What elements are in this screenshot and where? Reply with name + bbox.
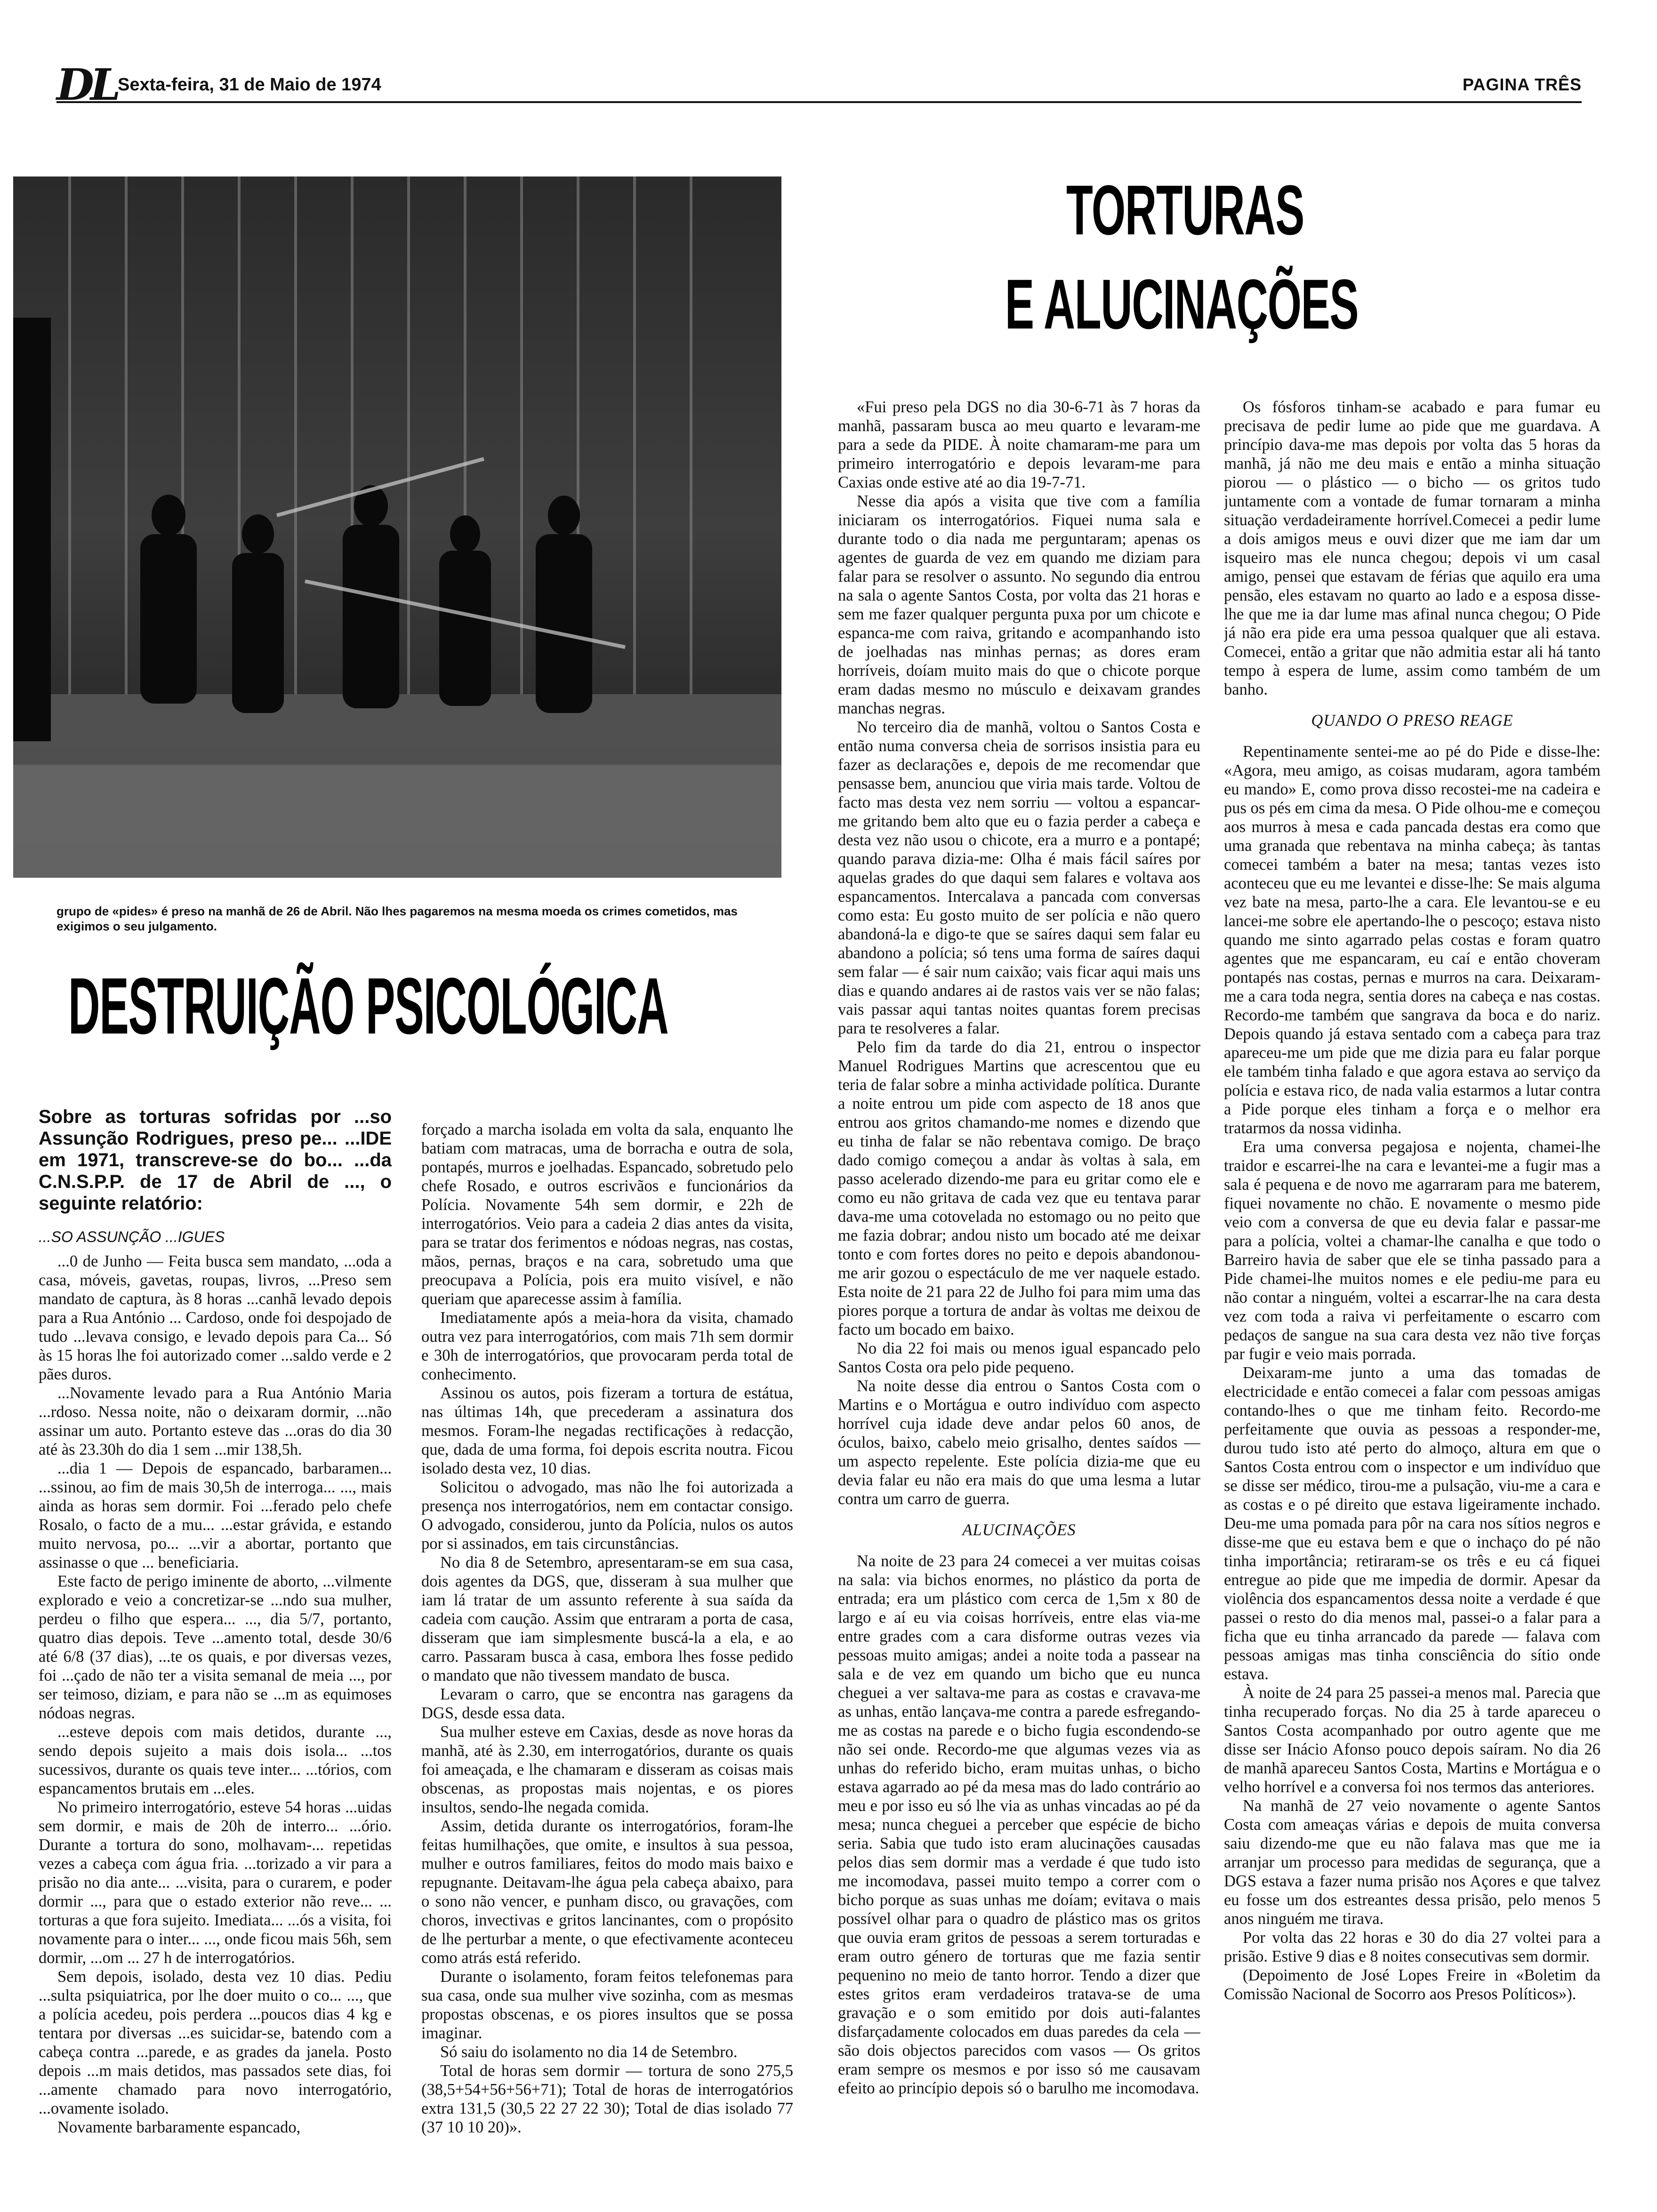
news-photo xyxy=(13,176,781,878)
headline-torturas-line2: E ALUCINAÇÕES xyxy=(1005,264,1359,344)
paragraph: À noite de 24 para 25 passei-a menos mal. Parecia que tinha recuperado forças. No dia 25 à tarde apareceu o Santos Costa acompanhado por outro agente que me disse ser Inácio Afonso pouco depois saíram. No dia 26 de manhã apareceu Santos Costa, Martins e Mortágua e o velho horrível e a conversa foi nos termos das anteriores. xyxy=(1224,1684,1601,1796)
paragraph: ...0 de Junho — Feita busca sem mandato, ...oda a casa, móveis, gavetas, roupas, livros, ...Preso sem mandato de captura, às 8 horas ...canhã levado depois para a Rua António ... Cardoso, onde foi despojado de tudo ...levava consigo, e levado depois para Ca... Só às 15 horas lhe foi autorizado comer ...saldo verde e 2 pães duros. xyxy=(39,1252,392,1383)
paragraph: No dia 22 foi mais ou menos igual espancado pelo Santos Costa ora pelo pide pequeno. xyxy=(838,1339,1200,1376)
article-intro: Sobre as torturas sofridas por ...so Assunção Rodrigues, preso pe... ...IDE em 1971, transcreve-se do bo... ...da C.N.S.P.P. de 17 de Abril de ..., o seguinte relatório: xyxy=(39,1106,392,1214)
paragraph: Era uma conversa pegajosa e nojenta, chamei-lhe traidor e escarrei-lhe na cara e levantei-me a fugir mas a sala é pequena e de novo me agarraram para me baterem, fiquei novamente no chão. E novamente o mesmo pide veio com a conversa de que eu devia falar e passar-me para a polícia, voltei a chamar-lhe canalha e que todo o Barreiro havia de saber que ele se tinha passado para a Pide chamei-lhe muitos nomes e ele pediu-me para eu não contar a ninguém, voltei a escarrar-lhe na cara desta vez com toda a raiva vi perfeitamente o escarro com pedaços de sangue na sua cara desta vez não tive forças par fugir e veio mais porrada. xyxy=(1224,1138,1601,1363)
paragraph: Na manhã de 27 veio novamente o agente Santos Costa com ameaças várias e depois de muita conversa saiu dizendo-me que eu não falava mas que me ia arranjar um processo para medidas de segurança, que a DGS estava a fazer numa prisão nos Açores e que talvez eu fosse um dos estreantes dessa prisão, pelo menos 5 anos ninguém me tirava. xyxy=(1224,1797,1601,1928)
paragraph: ...Novamente levado para a Rua António Maria ...rdoso. Nessa noite, não o deixaram dormir, ...não assinar um auto. Portanto esteve das ...oras do dia 30 até às 23.30h do dia 1 sem ...mir 138,5h. xyxy=(39,1384,392,1459)
paragraph: Imediatamente após a meia-hora da visita, chamado outra vez para interrogatórios, com mais 71h sem dormir e 30h de interrogatórios, que provocaram perda total de conhecimento. xyxy=(421,1309,793,1383)
paragraph: No dia 8 de Setembro, apresentaram-se em sua casa, dois agentes da DGS, que, disseram à sua mulher que iam lá tratar de um assunto referente à sua saída da cadeia com caução. Assim que entraram a porta de casa, disseram que iam simplesmente buscá-la a ela, e ao carro. Passaram busca à casa, embora lhes fosse pedido o mandato que não tivessem mandato de busca. xyxy=(421,1554,793,1684)
paragraph: forçado a marcha isolada em volta da sala, enquanto lhe batiam com matracas, uma de borracha e outra de sola, pontapés, murros e joelhadas. Espancado, sobretudo pelo chefe Rosado, e outros escrivãos e funcionários da Polícia. Novamente 54h sem dormir, e 22h de interrogatórios. Veio para a cadeia 2 dias antes da visita, para se tratar dos ferimentos e nódoas negras, nas costas, mãos, pernas, braços e na cara, sobretudo uma que preocupava a Polícia, pois era muito visível, e não queriam que aparecesse assim à família. xyxy=(421,1121,793,1308)
paragraph: No primeiro interrogatório, esteve 54 horas ...uidas sem dormir, e mais de 20h de interro... ...ório. Durante a tortura do sono, molhavam-... repetidas vezes a cabeça com água fria. ...torizado a vir para a prisão no dia ante... ...visita, para o curarem, e poder dormir ..., para que o estado exterior não reve... ... torturas a que fora sujeito. Imediata... ...ós a visita, foi novamente para o inter... ..., onde ficou mais 56h, sem dormir, ...om ... 27 h de interrogatórios. xyxy=(39,1798,392,1967)
paragraph: Assinou os autos, pois fizeram a tortura de estátua, nas últimas 14h, que precederam a assinatura dos mesmos. Foram-lhe negadas rectificações à redacção, que, dada de uma forma, foi depois escrita noutra. Ficou isolado desta vez, 10 dias. xyxy=(421,1384,793,1477)
paragraph: ...esteve depois com mais detidos, durante ..., sendo depois sujeito a mais dois isola... ...tos sucessivos, durante os quais teve inter... ...tórios, com espancamentos brutais em ...eles. xyxy=(39,1723,392,1797)
subheading-quando-o-preso-reage: QUANDO O PRESO REAGE xyxy=(1311,712,1513,729)
paragraph: Repentinamente sentei-me ao pé do Pide e disse-lhe: «Agora, meu amigo, as coisas mudaram, agora também eu mando» E, como prova disso recostei-me na cadeira e pus os pés em cima da mesa. O Pide olhou-me e começou aos murros à mesa e cada pancada destas era como que uma granada que rebentava na minha cabeça; às tantas comecei também a bater na mesa; tantas vezes isto aconteceu que eu me levantei e disse-lhe: Se mais alguma vez bate na mesa, parto-lhe a cara. Ele levantou-se e eu lancei-me sobre ele apertando-lhe o pescoço; estava nisto quando me sinto agarrado pelas costas e foram quatro agentes que me espancaram, eu caí e então choveram pontapés nas costas, pernas e murros na cara. Deixaram-me a cara toda negra, sentia dores na cabeça e nas costas. Recordo-me também que sangrava da boca e do nariz. Depois quando já estava sentado com a cabeça para traz apareceu-me um pide que me dizia para eu falar porque ele também tinha falado e que agora estava ao serviço da polícia e estava rico, de nada valia estarmos a lutar contra a Pide porque eles tinham a força e o melhor era tratarmos da nossa vidinha. xyxy=(1224,743,1601,1137)
subheading-alucinacoes: ALUCINAÇÕES xyxy=(962,1521,1076,1539)
paragraph: «Fui preso pela DGS no dia 30-6-71 às 7 horas da manhã, passaram busca ao meu quarto e levaram-me para a sede da PIDE. À noite chamaram-me para um primeiro interrogatório e depois levaram-me para Caxias onde estive até ao dia 19-7-71. xyxy=(838,398,1200,491)
paragraph: Os fósforos tinham-se acabado e para fumar eu precisava de pedir lume ao pide que me guardava. A princípio dava-me mas depois por volta das 5 horas da manhã, já não me deu mais e então a minha situação piorou — o plástico — o bicho — os gritos tudo juntamente com a vontade de fumar tornaram a minha situação verdadeiramente horrível.Comecei a pedir lume a dois amigos meus e ouvi dizer que me iam dar um isqueiro mas ele nunca chegou; depois vi um casal amigo, pensei que estavam de férias que aquilo era uma pensão, eles estavam no quarto ao lado e a esposa disse-lhe que me ia dar lume mas afinal nunca chegou; O Pide já não era pide era uma pessoa qualquer que ali estava. Comecei, então a gritar que não admitia estar ali há tanto tempo à espera de lume, assim como também de um banho. xyxy=(1224,398,1601,698)
page-name: PAGINA TRÊS xyxy=(1462,75,1582,94)
paragraph: Sua mulher esteve em Caxias, desde as nove horas da manhã, até às 2.30, em interrogatórios, durante os quais foi ameaçada, e lhe chamaram e disseram as coisas mais obscenas, as propostas mais nojentas, e os piores insultos, sendo-lhe negada comida. xyxy=(421,1723,793,1816)
paragraph: Novamente barbaramente espancado, xyxy=(57,2118,301,2136)
newspaper-logo: DL xyxy=(56,59,117,110)
photo-image xyxy=(13,176,781,878)
paragraph: ...dia 1 — Depois de espancado, barbaramen... ...ssinou, ao fim de mais 30,5h de interroga... ..., mais ainda as horas sem dormir. Foi ...ferado pelo chefe Rosalo, o facto de a mu... ...estar grávida, e estando muito nervosa, po... ...vir a abortar, portanto que assinasse o que ... beneficiaria. xyxy=(39,1459,392,1571)
paragraph: Pelo fim da tarde do dia 21, entrou o inspector Manuel Rodrigues Martins que acrescentou que eu teria de falar sobre a minha actividade política. Durante a noite entrou um pide com aspecto de 18 anos que entrou aos gritos chamando-me nomes e dizendo que eu tinha de falar se não rebentava comigo. De braço dado comigo começou a andar às voltas à sala, em passo acelerado dizendo-me para eu gritar como ele e como eu não gritava de cada vez que eu tentava parar dava-me uma cotovelada no estomago ou no peito que me fazia dobrar; andou nisto um bocado até me deixar tonto e com fortes dores no peito e depois abandonou-me arir gozou o espectáculo de me ver naquele estado. Esta noite de 21 para 22 de Julho foi para mim uma das piores porque a tortura de andar às voltas me deixou de facto um bocado em baixo. xyxy=(838,1038,1200,1338)
headline-destruicao: DESTRUIÇÃO PSICOLÓGICA xyxy=(68,962,668,1051)
paragraph: Assim, detida durante os interrogatórios, foram-lhe feitas humilhações, que omite, e insultos à sua pessoa, mulher e outros familiares, feitos do modo mais baixo e repugnante. Deitavam-lhe água pela cabeça abaixo, para o sono não vencer, e punham disco, ou gravações, com choros, invectivas e gritos lancinantes, com o propósito de lhe perturbar a mente, o que efectivamente aconteceu como atrás está referido. xyxy=(421,1817,793,1967)
paragraph: Por volta das 22 horas e 30 do dia 27 voltei para a prisão. Estive 9 dias e 8 noites consecutivas sem dormir. xyxy=(1224,1929,1601,1965)
paragraph: Sem depois, isolado, desta vez 10 dias. Pediu ...sulta psiquiatrica, por lhe doer muito o co... ..., que a polícia acedeu, pois perdera ...poucos dias 4 kg e tentara por diversas ...es suicidar-se, batendo com a cabeça contra ...parede, e as grades da janela. Posto depois ...m mais detidos, mas passados sete dias, foi ...amente chamado para novo interrogatório, ...ovamente isolado. xyxy=(39,1968,392,2117)
torturas-column-2 xyxy=(1224,398,1601,2203)
paragraph: Na noite de 23 para 24 comecei a ver muitas coisas na sala: via bichos enormes, no plástico da porta de entrada; era um plástico com cerca de 1,5m x 80 de largo e aí eu via coisas horríveis, entre elas via-me entre grades com a cara disforme outras vezes via pessoas muito amigas; andei a noite toda a passear na sala e de vez em quando um bicho que eu nunca cheguei a ver saltava-me para as costas e cravava-me as unhas, então lançava-me contra a parede esfregando-me as costas na parede e o bicho fugia escondendo-se não sei onde. Recordo-me que algumas vezes via as unhas do referido bicho, eram muitas unhas, o bicho estava agarrado ao pé da mesa mas do lado contrário ao meu e por isso eu só lhe via as unhas vincadas ao pé da mesa; nunca cheguei a perceber que espécie de bicho seria. Sabia que tudo isto eram alucinações causadas pelos dias sem dormir mas a verdade é que tudo isto me incomodava, passei muito tempo a correr com o bicho porque as suas unhas me doíam; evitava o mais possível olhar para o quadro de plástico mas os gritos que ouvia eram gritos de pessoas a serem torturadas e eram outro género de torturas que me fazia sentir pequenino no meio de tanto horror. Tendo a dizer que estes gritos eram verdadeiros tratava-se de uma gravação e o som emitido por dois auti-falantes disfarçadamente colocados em duas paredes da cela — são dois objectos parecidos com vasos — Os gritos eram sempre os mesmos e por isso só me causavam efeito ao princípio depois só o barulho me incomodava. xyxy=(838,1552,1200,2097)
paragraph: (Depoimento de José Lopes Freire in «Boletim da Comissão Nacional de Socorro aos Presos Políticos»). xyxy=(1224,1966,1601,2003)
paragraph: Total de horas sem dormir — tortura de sono 275,5 (38,5+54+56+56+71); Total de horas de interrogatórios extra 131,5 (30,5 22 27 22 30); Total de dias isolado 77 (37 10 10 20)». xyxy=(421,2062,793,2136)
destruicao-column-1 xyxy=(39,1106,392,2203)
paragraph: Levaram o carro, que se encontra nas garagens da DGS, desde essa data. xyxy=(421,1685,793,1722)
destruicao-column-2 xyxy=(421,1120,793,2203)
paragraph: Só saiu do isolamento no dia 14 de Setembro. xyxy=(440,2043,738,2061)
paragraph: Este facto de perigo iminente de aborto, ...vilmente explorado e veio a concretizar-se ...ndo sua mulher, perdeu o filho que espera... ..., dia 5/7, portanto, quatro dias depois. Teve ...amento total, desde 30/6 até 6/8 (37 dias), ...te os quais, e por diversas vezes, foi ...çado de não ter a visita semanal de meia ..., por ser teimoso, diziam, e para não se ...m as equimoses nódoas negras. xyxy=(39,1572,392,1722)
masthead xyxy=(56,59,1582,110)
headline-torturas-line1: TORTURAS xyxy=(1066,170,1304,249)
paragraph: Na noite desse dia entrou o Santos Costa com o Martins e o Mortágua e outro indivíduo com aspecto horrível cuja idade deve andar pelos 60 anos, de óculos, baixo, cabelo meio grisalho, dentes saídos — um aspecto repelente. Este polícia dizia-me que eu devia falar eu não era mais do que uma lesma a lutar contra um carro de guerra. xyxy=(838,1377,1200,1508)
paragraph: Deixaram-me junto a uma das tomadas de electricidade e então comecei a falar com pessoas amigas contando-lhes o que me tinham feito. Recordo-me perfeitamente que ouvia as pessoas a responder-me, durou tudo isto até perto do almoço, altura em que o Santos Costa entrou com o inspector e um indivíduo que se disse ser médico, tirou-me a pulsação, viu-me a cara e as costas e o pé direito que estava ligeiramente inchado. Deu-me uma pomada para pôr na cara nos sítios negros e disse-me que eu estava bem e que o inchaço do pé não tinha importância; retiraram-se os três e eu cá fiquei entregue ao pide que me impedia de dormir. Apesar da violência dos espancamentos dessa noite a verdade é que passei o resto do dia menos mal, passei-o a falar para a ficha que eu tinha arrancado da parede — falava com pessoas amigas mas tinha consciência do sítio onde estava. xyxy=(1224,1364,1601,1683)
article-byline: ...SO ASSUNÇÃO ...IGUES xyxy=(39,1228,225,1245)
paragraph: Solicitou o advogado, mas não lhe foi autorizada a presença nos interrogatórios, nem em contactar consigo. O advogado, considerou, junto da Polícia, nulos os autos por si assinados, em tais circunstâncias. xyxy=(421,1478,793,1553)
paragraph: No terceiro dia de manhã, voltou o Santos Costa e então numa conversa cheia de sorrisos insistia para eu fazer as declarações e, depois de me recomendar que pensasse bem, anunciou que viria mais tarde. Voltou de facto mas desta vez nem sorriu — voltou a espancar-me gritando bem alto que eu o fazia perder a cabeça e desta vez não usou o chicote, era a murro e a pontapé; quando parava dizia-me: Olha é mais fácil saíres por aquelas grades do que daqui sem falares e voltava aos espancamentos. Intercalava a pancada com conversas como esta: Eu gosto muito de ser polícia e não quero abandoná-la e digo-te que se saíres daqui sem falar eu abandono a polícia; só tens uma forma de saíres daqui sem falar — é sair num caixão; vais ficar aqui mais uns dias e quando andares ai de rastos vais ver se não falas; vais passar aqui tantas noites quantas forem precisas para te resolveres a falar. xyxy=(838,718,1200,1037)
issue-date: Sexta-feira, 31 de Maio de 1974 xyxy=(118,75,381,95)
torturas-column-1 xyxy=(838,398,1200,2203)
photo-caption: grupo de «pides» é preso na manhã de 26 de Abril. Não lhes pagaremos na mesma moeda os crimes cometidos, mas exigimos o seu julgamento. xyxy=(56,904,738,933)
paragraph: Nesse dia após a visita que tive com a família iniciaram os interrogatórios. Fiquei numa sala e durante todo o dia nada me perguntaram; apenas os agentes de guarda de vez em quando me diziam para falar para se resolver o assunto. No segundo dia entrou na sala o agente Santos Costa, por volta das 21 horas e sem me fazer qualquer pergunta puxa por um chicote e espanca-me com raiva, gritando e acompanhando isto de joelhadas nas minhas pernas; as dores eram horríveis, doíam muito mais do que o chicote porque eram dadas mesmo no músculo e deixavam grandes manchas negras. xyxy=(838,492,1200,717)
paragraph: Durante o isolamento, foram feitos telefonemas para sua casa, onde sua mulher vive sozinha, com as mesmas propostas obscenas, e os piores insultos que se possa imaginar. xyxy=(421,1968,793,2042)
